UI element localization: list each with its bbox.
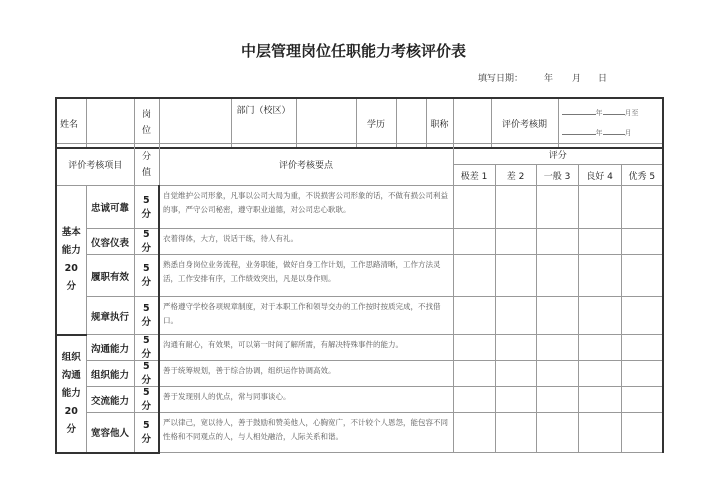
fill-date-day: 日 (598, 74, 608, 84)
rating-cell[interactable] (621, 186, 663, 229)
item-name: 宽容他人 (86, 413, 134, 453)
education-label: 学历 (356, 98, 396, 148)
group-label: 基本 能力 20 分 (56, 186, 86, 335)
rating-cell[interactable] (495, 297, 536, 335)
rating-cell[interactable] (495, 229, 536, 255)
rating-cell[interactable] (536, 255, 578, 297)
item-description: 熟悉自身岗位业务流程，业务职能，做好自身工作计划，工作思路清晰，工作方法灵活，工作安排有序，工作绩效突出，凡是以身作则。 (159, 255, 453, 297)
rating-cell[interactable] (578, 186, 621, 229)
item-name: 沟通能力 (86, 335, 134, 361)
score-value-header: 分 值 (134, 144, 159, 186)
period-to-year: 年 (595, 129, 603, 137)
rating-cell[interactable] (453, 297, 495, 335)
fill-date-year: 年 (544, 74, 554, 84)
item-header: 评价考核项目 (56, 144, 134, 186)
rating-cell[interactable] (621, 229, 663, 255)
rating-cell[interactable] (495, 413, 536, 453)
level-header: 良好 4 (578, 165, 621, 186)
table-row (56, 361, 663, 387)
rating-cell[interactable] (621, 297, 663, 335)
rating-cell[interactable] (621, 335, 663, 361)
item-name: 忠诚可靠 (86, 186, 134, 229)
education-field[interactable] (396, 98, 426, 148)
rating-cell[interactable] (578, 387, 621, 413)
rating-cell[interactable] (495, 186, 536, 229)
rating-cell[interactable] (536, 297, 578, 335)
title-field[interactable] (453, 98, 491, 148)
item-description: 沟通有耐心，有效果，可以第一时间了解所需，有解决特殊事件的能力。 (159, 335, 453, 361)
table-row (56, 413, 663, 453)
fill-date-month: 月 (572, 74, 582, 84)
rating-cell[interactable] (495, 387, 536, 413)
rating-cell[interactable] (578, 361, 621, 387)
item-score: 5 分 (134, 186, 159, 229)
rating-cell[interactable] (536, 335, 578, 361)
dept-label: 部门（校区） (231, 98, 296, 148)
rating-cell[interactable] (621, 255, 663, 297)
item-name: 仪容仪表 (86, 229, 134, 255)
rating-cell[interactable] (453, 361, 495, 387)
rating-cell[interactable] (578, 297, 621, 335)
fill-date-label: 填写日期： (478, 74, 524, 84)
rating-cell[interactable] (495, 361, 536, 387)
table-row (56, 255, 663, 297)
dept-field[interactable] (296, 98, 356, 148)
post-field[interactable] (159, 98, 231, 148)
item-name: 规章执行 (86, 297, 134, 335)
post-label: 岗 位 (134, 98, 159, 148)
table-row (56, 186, 663, 229)
rating-cell[interactable] (453, 229, 495, 255)
rating-cell[interactable] (495, 335, 536, 361)
points-header: 评价考核要点 (159, 144, 453, 186)
rating-cell[interactable] (621, 387, 663, 413)
item-description: 善于统筹规划，善于综合协调，组织运作协调高效。 (159, 361, 453, 387)
evaluation-table (55, 143, 664, 454)
info-table (55, 97, 664, 149)
rating-cell[interactable] (536, 387, 578, 413)
item-description: 严格遵守学校各项规章制度，对于本职工作和领导交办的工作按时按质完成，不找借口。 (159, 297, 453, 335)
period-field[interactable] (558, 98, 663, 148)
level-header: 优秀 5 (621, 165, 663, 186)
period-from-month: 月至 (624, 109, 639, 117)
level-header: 一般 3 (536, 165, 578, 186)
rating-cell[interactable] (453, 335, 495, 361)
item-score: 5 分 (134, 387, 159, 413)
period-from-year: 年 (595, 109, 603, 117)
item-description: 自觉维护公司形象，凡事以公司大局为重，不说损害公司形象的话，不做有损公司利益的事，严守公司秘密，遵守职业道德，对公司忠心耿耿。 (159, 186, 453, 229)
name-field[interactable] (86, 98, 134, 148)
table-row (56, 229, 663, 255)
item-description: 严以律己，宽以待人，善于鼓励和赞美他人，心胸宽广，不计较个人恩怨，能包容不同性格和不同观点的人，与人相处融洽，人际关系和谐。 (159, 413, 453, 453)
title-label: 职称 (426, 98, 453, 148)
rating-cell[interactable] (578, 255, 621, 297)
item-name: 交流能力 (86, 387, 134, 413)
level-header: 极差 1 (453, 165, 495, 186)
table-row (56, 335, 663, 361)
table-row (56, 387, 663, 413)
rating-cell[interactable] (495, 255, 536, 297)
item-description: 善于发现别人的优点，常与同事谈心。 (159, 387, 453, 413)
table-row (56, 297, 663, 335)
item-score: 5 分 (134, 413, 159, 453)
period-to-month: 月 (624, 129, 632, 137)
rating-cell[interactable] (578, 413, 621, 453)
rating-cell[interactable] (453, 186, 495, 229)
rating-cell[interactable] (536, 229, 578, 255)
item-name: 组织能力 (86, 361, 134, 387)
item-score: 5 分 (134, 255, 159, 297)
page-title: 中层管理岗位任职能力考核评价表 (240, 42, 466, 60)
rating-cell[interactable] (621, 413, 663, 453)
rating-cell[interactable] (453, 387, 495, 413)
rating-cell[interactable] (453, 255, 495, 297)
period-label: 评价考核期 (491, 98, 558, 148)
rating-cell[interactable] (453, 413, 495, 453)
item-score: 5 分 (134, 229, 159, 255)
level-header: 差 2 (495, 165, 536, 186)
rating-cell[interactable] (578, 335, 621, 361)
rating-cell[interactable] (536, 186, 578, 229)
name-label: 姓名 (56, 98, 86, 148)
item-score: 5 分 (134, 297, 159, 335)
rating-cell[interactable] (621, 361, 663, 387)
item-score: 5 分 (134, 361, 159, 387)
item-score: 5 分 (134, 335, 159, 361)
item-name: 履职有效 (86, 255, 134, 297)
rating-cell[interactable] (536, 361, 578, 387)
rating-cell[interactable] (536, 413, 578, 453)
item-description: 衣着得体，大方，说话干练，待人有礼。 (159, 229, 453, 255)
group-label: 组织 沟通 能力 20 分 (56, 335, 86, 453)
rating-header: 评分 (453, 144, 663, 165)
rating-cell[interactable] (578, 229, 621, 255)
